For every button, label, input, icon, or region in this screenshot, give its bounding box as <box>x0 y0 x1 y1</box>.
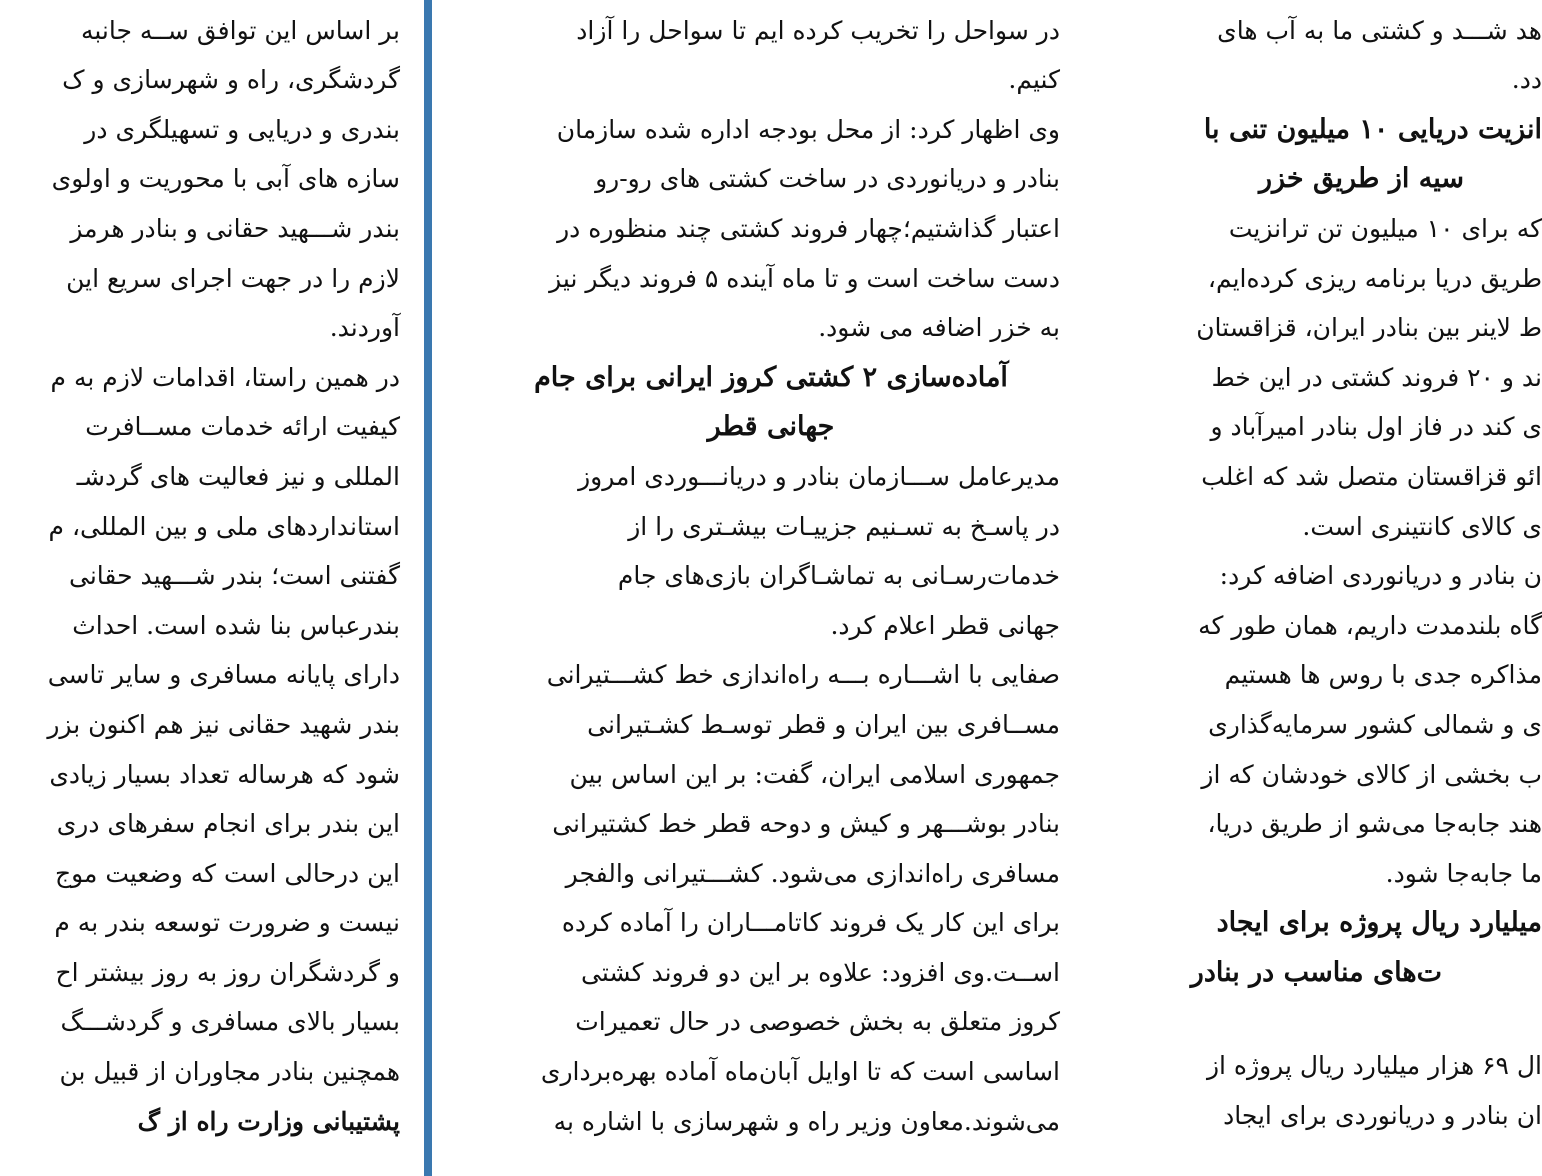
text-line: کروز متعلق به بخش خصوصی در حال تعمیرات <box>575 1007 1060 1037</box>
text-line: اعتبار گذاشتیم؛چهار فروند کشتی چند منظوره در <box>557 213 1060 243</box>
paragraph <box>482 105 1060 353</box>
text-line: لازم را در جهت اجرای سریع این <box>66 263 400 293</box>
text-line: گاه بلندمدت داریم، همان طور که <box>1198 610 1542 640</box>
text-line: ی و شمالی کشور سرمایه‌گذاری <box>1208 709 1542 739</box>
section-heading <box>1122 105 1542 204</box>
text-line: ی کند در فاز اول بنادر امیرآباد و <box>1210 412 1542 442</box>
right-column <box>1122 0 1542 1176</box>
text-line: این درحالی است که وضعیت موج <box>54 858 400 888</box>
text-line: دست ساخت است و تا ماه آینده ۵ فروند دیگر نیز <box>549 263 1060 293</box>
intro-paragraph <box>482 0 1060 105</box>
text-line: اســت.وی افزود: علاوه بر این دو فروند کشتی <box>580 957 1060 987</box>
text-line: شود که هرساله تعداد بسیار زیادی <box>49 759 400 789</box>
text-line: ند و ۲۰ فروند کشتی در این خط <box>1211 362 1542 392</box>
text-line: بندر شهید حقانی نیز هم اکنون بزر <box>47 709 400 739</box>
text-line: بر اساس این توافق ســه جانبه <box>80 15 400 45</box>
text-line: گفتنی است؛ بندر شـــهید حقانی <box>69 561 400 591</box>
paragraph <box>1122 1041 1542 1140</box>
left-body <box>0 0 400 1146</box>
text-line: جمهوری اسلامی ایران، گفت: بر این اساس بین <box>569 759 1060 789</box>
heading-line: سیه از طریق خزر <box>1258 163 1464 195</box>
text-line: ال ۶۹ هزار میلیارد ریال پروژه از <box>1206 1051 1542 1081</box>
text-line: ط لاینر بین بنادر ایران، قزاقستان <box>1196 313 1542 343</box>
text-line: خدمات‌رسـانی به تماشـاگران بازی‌های جام <box>617 561 1060 591</box>
text-line: المللی و نیز فعالیت های گردشـ <box>76 461 400 491</box>
text-line: ائو قزاقستان متصل شد که اغلب <box>1201 461 1542 491</box>
text-line: این بندر برای انجام سفرهای دری <box>56 809 400 839</box>
text-line: اساسی است که تا اوایل آبان‌ماه آماده بهره‌برداری <box>540 1057 1060 1087</box>
text-line: می‌شوند.معاون وزیر راه و شهرسازی با اشاره به <box>553 1106 1060 1136</box>
section-heading <box>1122 898 1542 997</box>
text-line: ان بنادر و دریانوردی برای ایجاد <box>1223 1101 1542 1131</box>
paragraph <box>482 650 1060 1146</box>
text-line: در سواحل را تخریب کرده ایم تا سواحل را آزاد <box>576 15 1060 45</box>
text-line: بنادر و دریانوردی در ساخت کشتی های رو-رو <box>595 164 1060 194</box>
text-line: مذاکره جدی با روس ها هستیم <box>1224 660 1542 690</box>
text-line: دد. <box>1511 65 1542 95</box>
text-line: بنادر بوشـــهر و کیش و دوحه قطر خط کشتیرانی <box>552 809 1060 839</box>
text-line: جهانی قطر اعلام کرد. <box>830 610 1060 640</box>
heading-line: جهانی قطر <box>707 411 835 443</box>
section-heading <box>482 353 1060 452</box>
text-line: گردشگری، راه و شهرسازی و ک <box>62 65 400 95</box>
text-line: مســافری بین ایران و قطر توسـط کشـتیرانی <box>587 709 1060 739</box>
text-line: در همین راستا، اقدامات لازم به م <box>50 362 400 392</box>
paragraph <box>1122 551 1542 898</box>
text-line: ن بنادر و دریانوردی اضافه کرد: <box>1219 561 1542 591</box>
heading-line: انزیت دریایی ۱۰ میلیون تنی با <box>1203 113 1542 145</box>
text-line: ی کالای کانتینری است. <box>1302 511 1542 541</box>
text-line: استانداردهای ملی و بین المللی، م <box>48 511 400 541</box>
left-column <box>0 0 400 1176</box>
section-heading: پشتیبانی وزارت راه از گ <box>137 1106 400 1136</box>
text-line: کیفیت ارائه خدمات مســافرت <box>85 412 400 442</box>
text-line: کنیم. <box>1008 65 1060 95</box>
middle-column <box>482 0 1060 1176</box>
text-line: که برای ۱۰ میلیون تن ترانزیت <box>1228 213 1542 243</box>
text-line: بندری و دریایی و تسهیلگری در <box>84 114 400 144</box>
text-line: هد شـــد و کشتی ما به آب های <box>1217 15 1542 45</box>
heading-line: ت‌های مناسب در بنادر <box>1190 956 1442 988</box>
text-line: بندر شـــهید حقانی و بنادر هرمز <box>70 213 400 243</box>
paragraph <box>482 452 1060 650</box>
column-divider <box>424 0 432 1176</box>
text-line: در پاسـخ به تسـنیم جزییـات بیشـتری را از <box>628 511 1060 541</box>
text-line: بندرعباس بنا شده است. احداث <box>72 610 400 640</box>
text-line: نیست و ضرورت توسعه بندر به م <box>54 908 400 938</box>
text-line: بسیار بالای مسافری و گردشـــگ <box>60 1007 400 1037</box>
text-line: به خزر اضافه می شود. <box>818 313 1060 343</box>
text-line: مدیرعامل ســـازمان بنادر و دریانـــوردی امروز <box>578 461 1060 491</box>
text-line: ما جابه‌جا شود. <box>1385 858 1542 888</box>
text-line: طریق دریا برنامه ریزی کرده‌ایم، <box>1207 263 1542 293</box>
text-line: مسافری راه‌اندازی می‌شود. کشـــتیرانی والفجر <box>565 858 1060 888</box>
heading-line: میلیارد ریال پروژه برای ایجاد <box>1216 907 1542 939</box>
text-line: وی اظهار کرد: از محل بودجه اداره شده سازمان <box>556 114 1060 144</box>
paragraph <box>1122 204 1542 551</box>
text-line: صفایی با اشـــاره بـــه راه‌اندازی خط کشـــتیرانی <box>546 660 1060 690</box>
text-line: و گردشگران روز به روز بیشتر اح <box>55 957 400 987</box>
text-line: برای این کار یک فروند کاتامـــاران را آماده کرده <box>561 908 1060 938</box>
text-line: هند جابه‌جا می‌شو از طریق دریا، <box>1207 809 1542 839</box>
text-line: همچنین بنادر مجاوران از قبیل بن <box>59 1057 400 1087</box>
text-line <box>482 0 1060 6</box>
text-line: سازه های آبی با محوریت و اولوی <box>51 164 400 194</box>
text-line: آوردند. <box>329 313 400 343</box>
text-line: ب بخشی از کالای خودشان که از <box>1201 759 1542 789</box>
text-line: دارای پایانه مسافری و سایر تاسی <box>47 660 400 690</box>
heading-line: آماده‌سازی ۲ کشتی کروز ایرانی برای جام <box>534 361 1008 393</box>
intro-paragraph <box>1122 0 1542 105</box>
spacer <box>1122 997 1542 1041</box>
